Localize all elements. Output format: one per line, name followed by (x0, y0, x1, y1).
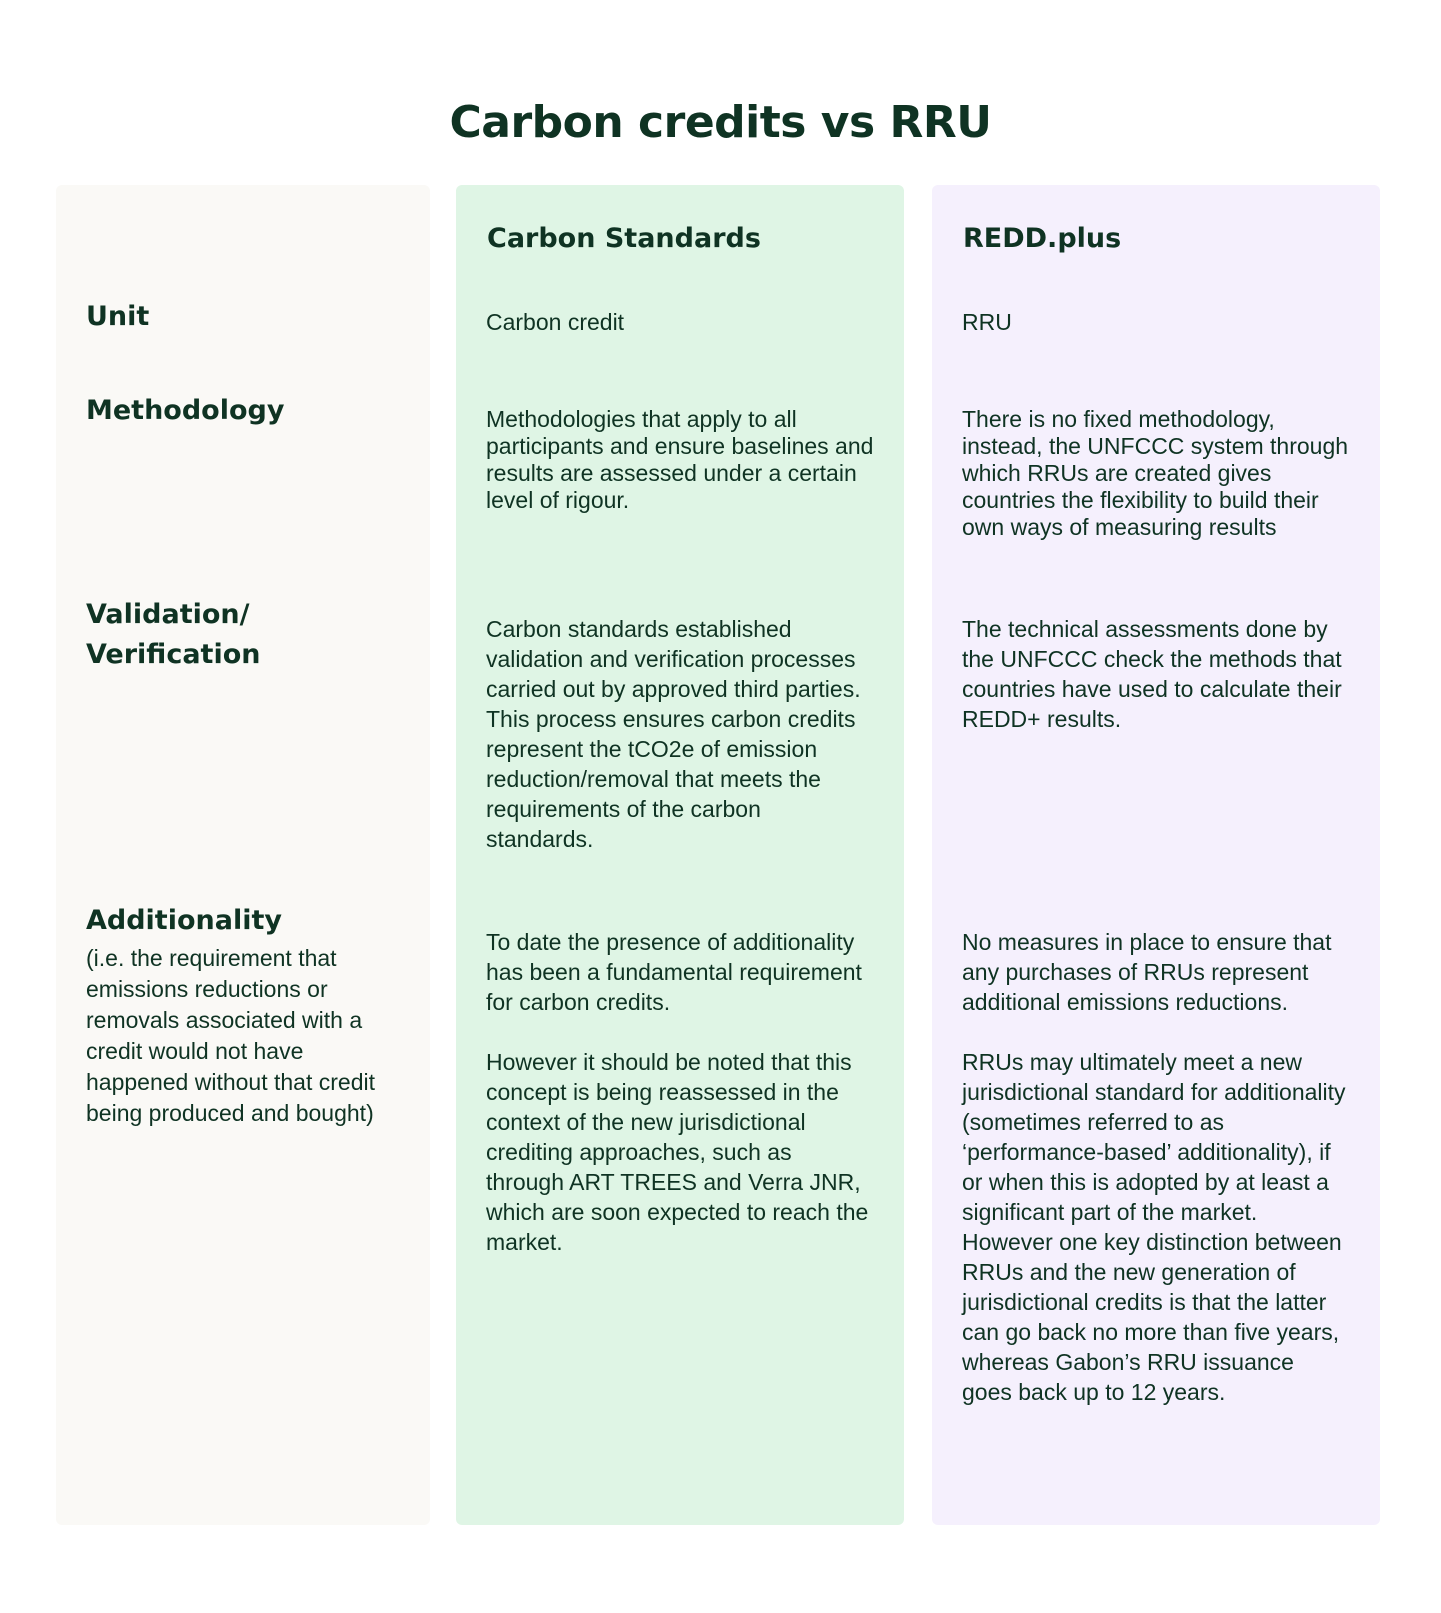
redd-additionality-cell (962, 927, 1350, 1407)
page-title: Carbon credits vs RRU (449, 97, 992, 149)
row-label-unit: Unit (86, 301, 150, 332)
column-header-carbon-standards: Carbon Standards (487, 223, 761, 254)
cs-methodology-cell: Methodologies that apply to all participants and ensure baselines and results are assessed under a certain level of rigour. (486, 406, 874, 513)
cs-additionality-paragraph: To date the presence of additionality has been a fundamental requirement for carbon credits. (486, 929, 862, 1015)
cs-unit-cell: Carbon credit (486, 309, 625, 335)
redd-additionality-paragraph: RRUs may ultimately meet a new jurisdictional standard for additionality (sometimes referred to as ‘performance-based’ additionality), if or when this is adopted by at least a significant part of the market. However one key distinction between RRUs and the new generation of jurisdictional credits is that the latter can go back no more than five years, whereas Gabon’s RRU issuance goes back up to 12 years. (962, 1049, 1346, 1405)
row-labels-column (56, 185, 430, 1525)
column-header-redd-plus: REDD.plus (963, 223, 1122, 254)
cs-additionality-paragraph: However it should be noted that this concept is being reassessed in the context of the new jurisdictional crediting approaches, such as through ART TREES and Verra JNR, which are soon expected to reach the market. (486, 1049, 869, 1255)
row-label-methodology: Methodology (86, 395, 285, 426)
cs-validation-cell: Carbon standards established validation and verification processes carried out by approved third parties. This process ensures carbon credits represent the tCO2e of emission reduction/removal that meets the requirements of the carbon standards. (486, 616, 861, 852)
row-label-additionality: Additionality (86, 905, 282, 936)
row-label-validation: Validation/ Verification (86, 599, 261, 670)
cs-additionality-cell (486, 927, 874, 1257)
redd-additionality-paragraph: No measures in place to ensure that any purchases of RRUs represent additional emissions reductions. (962, 929, 1332, 1015)
redd-unit-cell: RRU (962, 309, 1012, 335)
redd-validation-cell: The technical assessments done by the UNFCCC check the methods that countries have used to calculate their REDD+ results. (962, 616, 1342, 732)
additionality-note: (i.e. the requirement that emissions reductions or removals associated with a credit would not have happened without that credit being produced and bought) (86, 945, 375, 1126)
redd-methodology-cell: There is no fixed methodology, instead, the UNFCCC system through which RRUs are created gives countries the flexibility to build their own ways of measuring results (962, 406, 1349, 540)
carbon-standards-column (456, 185, 904, 1525)
redd-plus-column (932, 185, 1380, 1525)
